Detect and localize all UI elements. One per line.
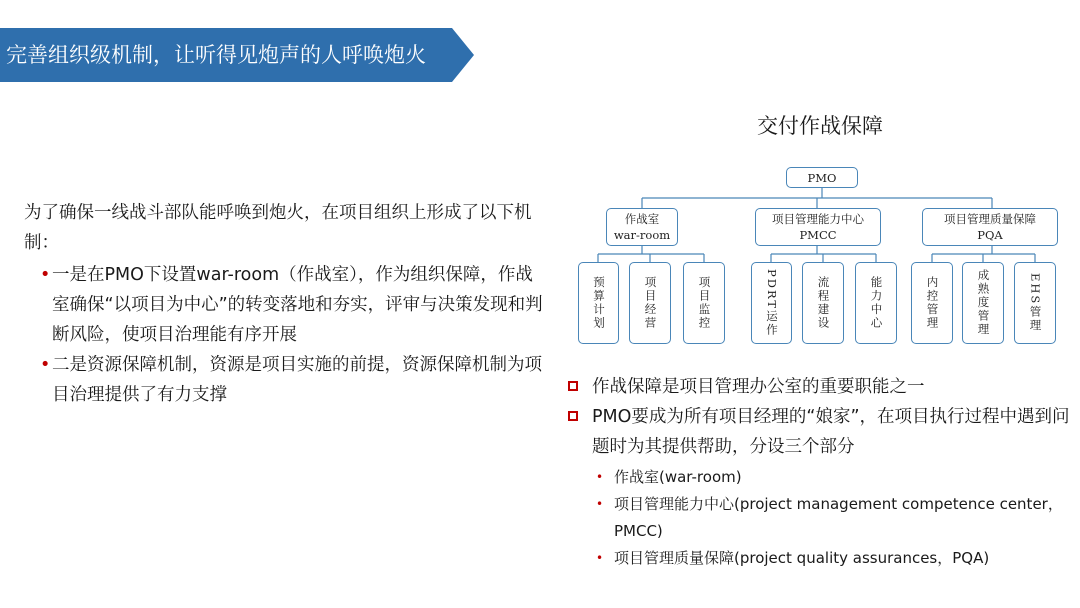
node-pmcc-line2: PMCC [799, 228, 837, 242]
left-list-item [40, 350, 544, 410]
bullet-dot-icon: • [596, 470, 604, 484]
right-bullet [566, 402, 1076, 462]
node-pqa [922, 208, 1058, 246]
node-pqa-line2: PQA [977, 228, 1003, 242]
sub-list-item-text: 项目管理能力中心(project management competence center，PMCC) [614, 495, 1063, 540]
bullet-dot-icon: • [40, 265, 51, 285]
node-pmcc-line1: 项目管理能力中心 [772, 212, 864, 226]
sub-list-item [596, 545, 1076, 572]
node-project-operation: 项目经营 [629, 262, 671, 344]
sub-list-item-text: 项目管理质量保障(project quality assurances，PQA) [614, 549, 990, 567]
org-diagram [570, 104, 1070, 354]
node-pmcc [755, 208, 881, 246]
right-bullet [566, 372, 1076, 402]
node-internal-control: 内控管理 [911, 262, 953, 344]
node-pqa-line1: 项目管理质量保障 [944, 212, 1036, 226]
title-banner [0, 28, 476, 82]
left-list-item-text: 二是资源保障机制，资源是项目实施的前提，资源保障机制为项目治理提供了有力支撑 [52, 355, 542, 405]
square-bullet-icon [568, 411, 578, 421]
node-war-room [606, 208, 678, 246]
node-war-room-line2: war-room [613, 228, 671, 242]
left-list-item [40, 260, 544, 350]
node-maturity: 成熟度管理 [962, 262, 1004, 344]
bullet-dot-icon: • [596, 551, 604, 565]
left-intro: 为了确保一线战斗部队能呼唤到炮火，在项目组织上形成了以下机制： [24, 203, 532, 253]
node-project-monitor: 项目监控 [683, 262, 725, 344]
right-sub-list [566, 464, 1076, 572]
node-pmo: PMO [786, 167, 858, 188]
sub-list-item [596, 491, 1076, 545]
bullet-dot-icon: • [40, 355, 51, 375]
node-process-build: 流程建设 [802, 262, 844, 344]
diagram-title: 交付作战保障 [757, 114, 883, 138]
node-war-room-line1: 作战室 [624, 212, 660, 226]
right-text-block [566, 372, 1076, 572]
left-list-item-text: 一是在PMO下设置war-room（作战室），作为组织保障，作战室确保“以项目为中心”的转变落地和夯实，评审与决策发现和判断风险，使项目治理能有序开展 [52, 265, 543, 345]
node-budget-plan: 预算计划 [578, 262, 619, 344]
node-ehs: EHS管理 [1014, 262, 1056, 344]
right-bullet-text: 作战保障是项目管理办公室的重要职能之一 [592, 377, 925, 397]
left-text-block [24, 198, 544, 410]
node-pdrt: PDRT运作 [751, 262, 792, 344]
banner-title: 完善组织级机制，让听得见炮声的人呼唤炮火 [6, 43, 426, 67]
right-bullet-text: PMO要成为所有项目经理的“娘家”，在项目执行过程中遇到问题时为其提供帮助，分设三个部分 [592, 407, 1070, 457]
node-capability-center: 能力中心 [855, 262, 897, 344]
square-bullet-icon [568, 381, 578, 391]
sub-list-item-text: 作战室(war-room) [614, 468, 742, 486]
bullet-dot-icon: • [596, 497, 604, 511]
left-list [24, 260, 544, 410]
sub-list-item [596, 464, 1076, 491]
